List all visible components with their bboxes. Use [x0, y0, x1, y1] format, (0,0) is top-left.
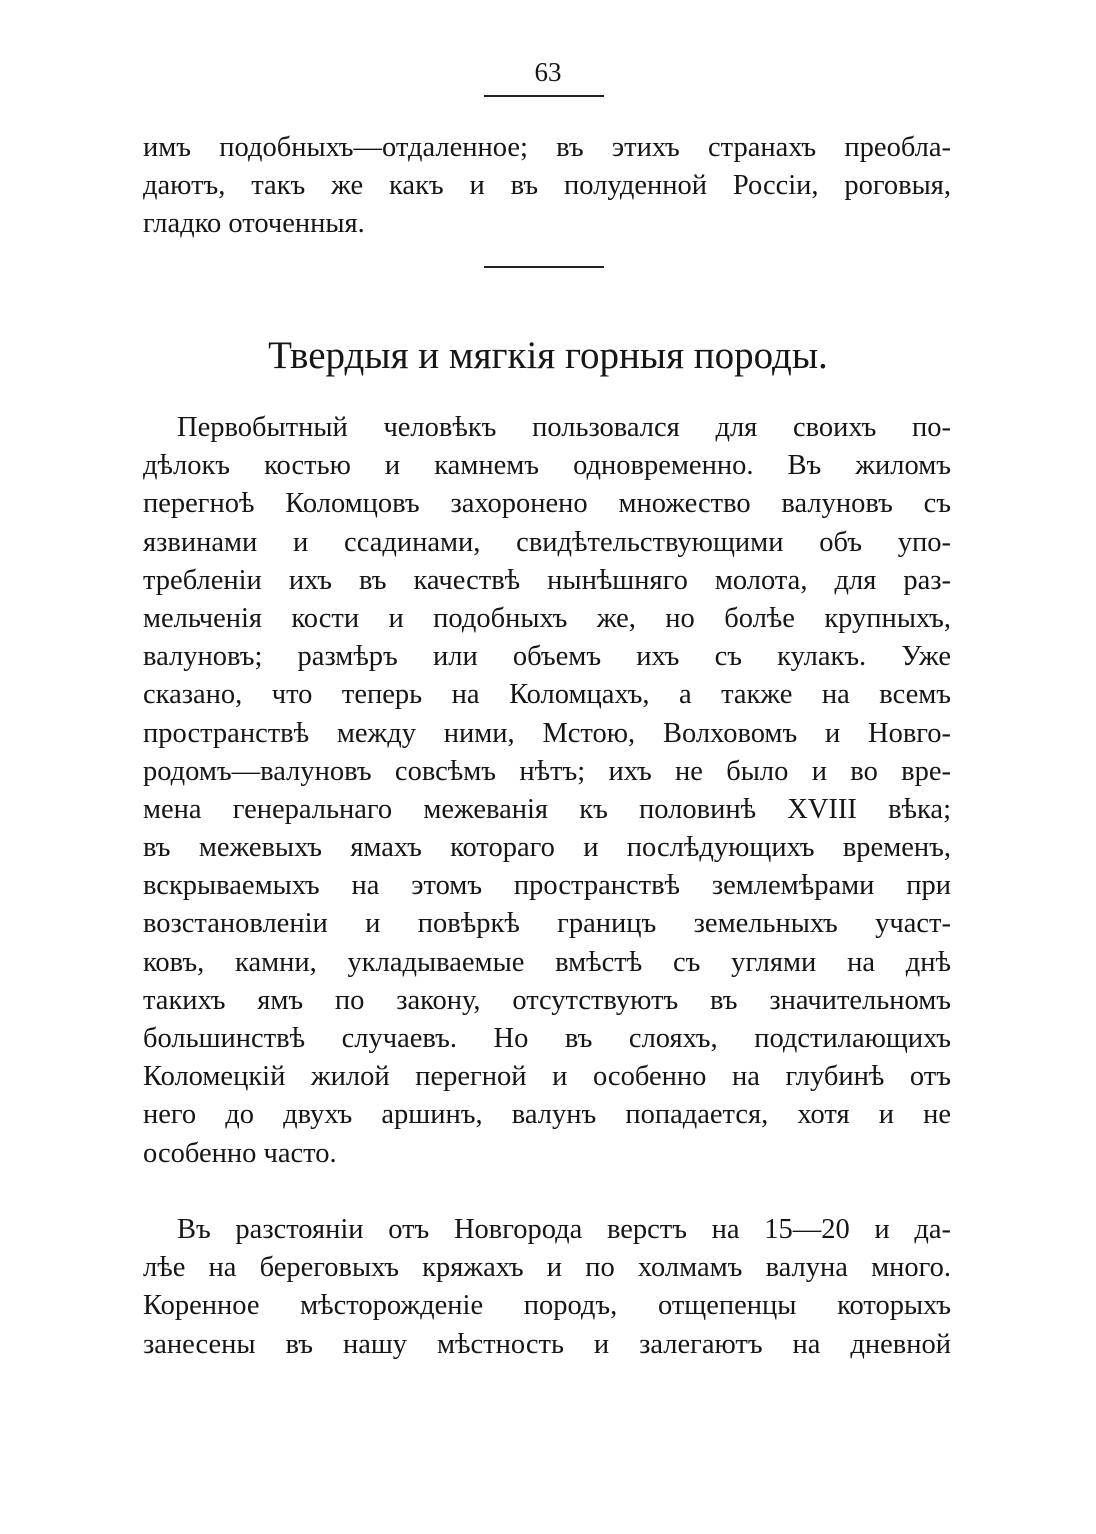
text-line: гладко оточенныя. — [143, 208, 365, 240]
page-number-rule — [484, 95, 604, 97]
text-line: него до двухъ аршинъ, валунъ попадается, хотя и не — [143, 1099, 951, 1131]
paragraph-2 — [143, 1211, 951, 1364]
text-line: дѣлокъ костью и камнемъ одновременно. Въ жиломъ — [143, 450, 951, 482]
section-heading: Твердыя и мягкія горныя породы. — [268, 334, 828, 377]
text-line: Первобытный человѣкъ пользовался для своихъ по- — [177, 412, 951, 443]
text-line: язвинами и ссадинами, свидѣтельствующими объ упо- — [143, 526, 951, 558]
page-number: 63 — [534, 57, 562, 87]
text-line: Коренное мѣсторожденіе породъ, отщепенцы которыхъ — [143, 1290, 951, 1322]
text-line: возстановленіи и повѣркѣ границъ земельныхъ участ- — [143, 908, 951, 940]
text-line: пространствѣ между ними, Мстою, Волховомъ и Новго- — [143, 717, 951, 749]
text-line: имъ подобныхъ—отдаленное; въ этихъ странахъ преобла- — [143, 132, 951, 163]
text-line: Въ разстояніи отъ Новгорода верстъ на 15—20 и да- — [177, 1214, 951, 1245]
section-divider — [484, 266, 604, 268]
intro-paragraph — [143, 129, 951, 244]
text-line: занесены въ нашу мѣстность и залегаютъ на дневной — [143, 1328, 951, 1360]
text-line: особенно часто. — [143, 1137, 337, 1169]
text-line: лѣе на береговыхъ кряжахъ и по холмамъ валуна много. — [143, 1252, 951, 1284]
text-line: валуновъ; размѣръ или объемъ ихъ съ кулакъ. Уже — [143, 641, 951, 673]
text-line: вскрываемыхъ на этомъ пространствѣ землемѣрами при — [143, 870, 951, 902]
text-line: такихъ ямъ по закону, отсутствуютъ въ значительномъ — [143, 984, 951, 1016]
text-line: ковъ, камни, укладываемые вмѣстѣ съ углями на днѣ — [143, 946, 951, 978]
paragraph-1 — [143, 409, 951, 1173]
text-line: въ межевыхъ ямахъ котораго и послѣдующихъ временъ, — [143, 832, 951, 864]
text-line: даютъ, такъ же какъ и въ полуденной Россіи, роговыя, — [143, 170, 951, 202]
text-line: родомъ—валуновъ совсѣмъ нѣтъ; ихъ не было и во вре- — [143, 755, 951, 787]
text-line: сказано, что теперь на Коломцахъ, а также на всемъ — [143, 679, 951, 711]
text-line: мельченія кости и подобныхъ же, но болѣе крупныхъ, — [143, 602, 951, 634]
text-line: мена генеральнаго межеванія къ половинѣ XVIII вѣка; — [143, 793, 951, 825]
text-line: большинствѣ случаевъ. Но въ слояхъ, подстилающихъ — [143, 1023, 951, 1054]
text-line: требленіи ихъ въ качествѣ нынѣшняго молота, для раз- — [143, 564, 951, 596]
text-line: перегноѣ Коломцовъ захоронено множество валуновъ съ — [143, 488, 951, 520]
text-line: Коломецкій жилой перегной и особенно на глубинѣ отъ — [143, 1061, 951, 1093]
